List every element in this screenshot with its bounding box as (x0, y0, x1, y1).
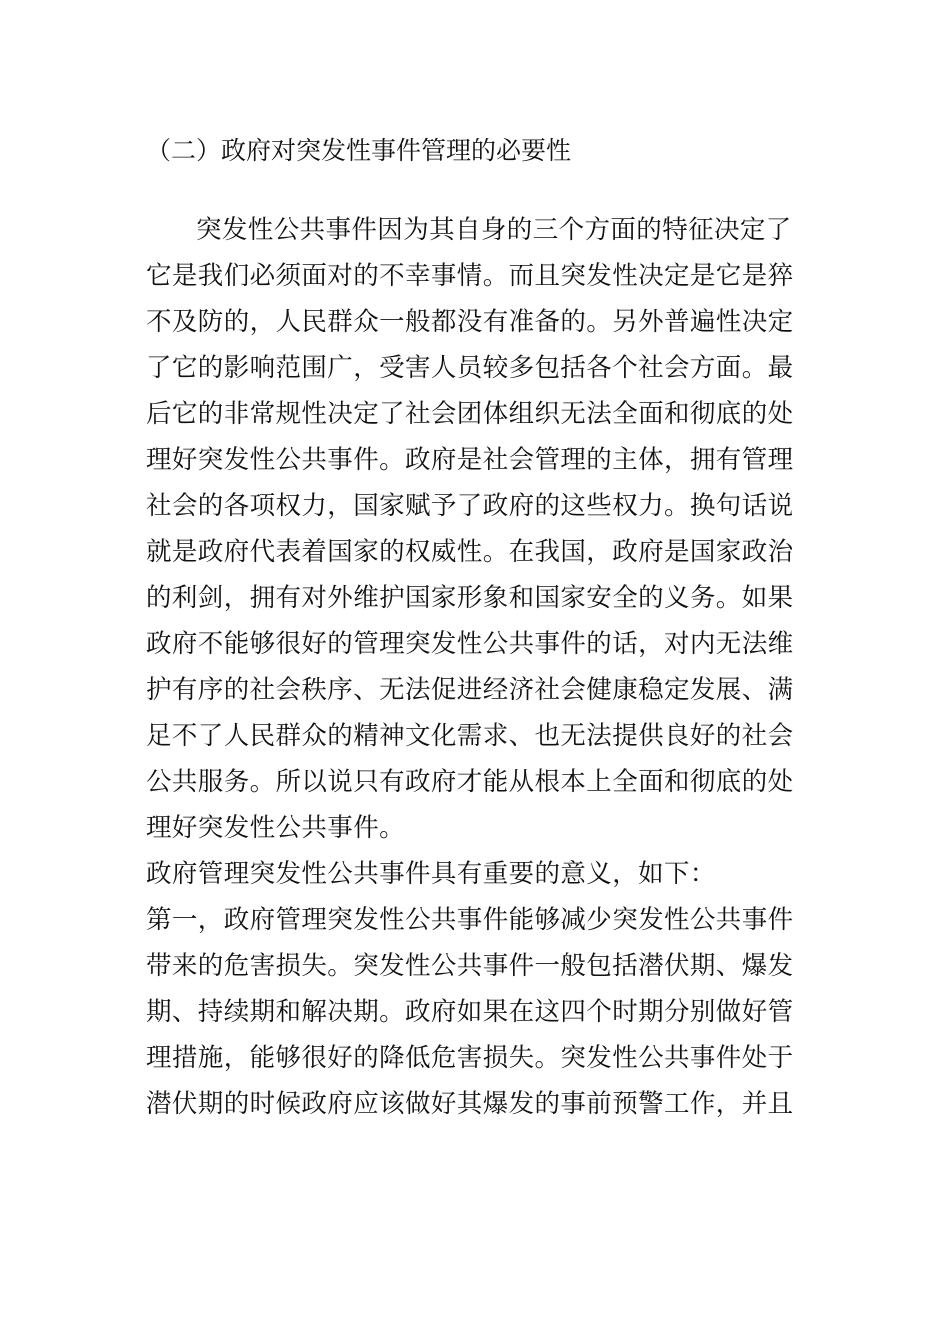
paragraph-line: 公共服务。所以说只有政府才能从根本上全面和彻底的处 (146, 767, 794, 797)
paragraph-line: 了它的影响范围广，受害人员较多包括各个社会方面。最 (146, 353, 794, 383)
intro-line: 政府管理突发性公共事件具有重要的意义，如下： (146, 859, 716, 889)
paragraph-line: 带来的危害损失。突发性公共事件一般包括潜伏期、爆发 (146, 951, 794, 981)
paragraph-line: 不及防的，人民群众一般都没有准备的。另外普遍性决定 (146, 307, 794, 337)
paragraph-line: 理好突发性公共事件。 (146, 813, 406, 843)
paragraph-line: 理措施，能够很好的降低危害损失。突发性公共事件处于 (146, 1043, 794, 1073)
paragraph-line: 潜伏期的时候政府应该做好其爆发的事前预警工作，并且 (146, 1089, 794, 1119)
paragraph-line: 理好突发性公共事件。政府是社会管理的主体，拥有管理 (146, 445, 794, 475)
paragraph-line: 社会的各项权力，国家赋予了政府的这些权力。换句话说 (146, 491, 794, 521)
paragraph-line: 政府不能够很好的管理突发性公共事件的话，对内无法维 (146, 629, 794, 659)
paragraph-line: 就是政府代表着国家的权威性。在我国，政府是国家政治 (146, 537, 794, 567)
paragraph-line: 护有序的社会秩序、无法促进经济社会健康稳定发展、满 (146, 675, 794, 705)
paragraph-line: 它是我们必须面对的不幸事情。而且突发性决定是它是猝 (146, 261, 794, 291)
paragraph-line: 的利剑，拥有对外维护国家形象和国家安全的义务。如果 (146, 583, 794, 613)
section-heading: （二）政府对突发性事件管理的必要性 (146, 136, 572, 165)
paragraph-line: 第一，政府管理突发性公共事件能够减少突发性公共事件 (146, 905, 794, 935)
paragraph-line: 足不了人民群众的精神文化需求、也无法提供良好的社会 (146, 721, 794, 751)
paragraph-line: 突发性公共事件因为其自身的三个方面的特征决定了 (196, 215, 792, 245)
paragraph-line: 后它的非常规性决定了社会团体组织无法全面和彻底的处 (146, 399, 794, 429)
paragraph-line: 期、持续期和解决期。政府如果在这四个时期分别做好管 (146, 997, 794, 1027)
